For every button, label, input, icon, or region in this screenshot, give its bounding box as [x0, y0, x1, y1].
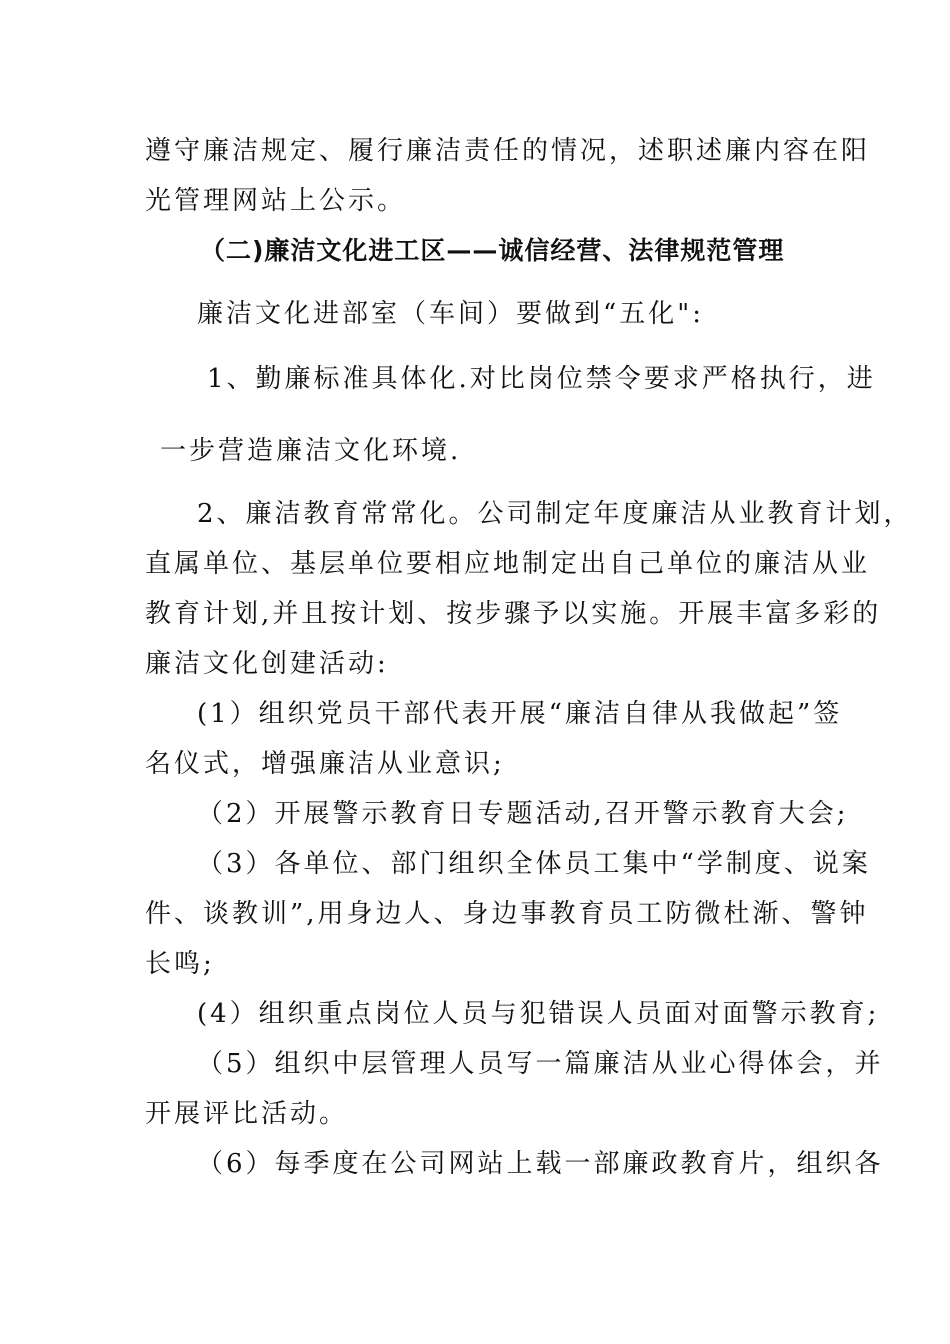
- text-line: 遵守廉洁规定、履行廉洁责任的情况，述职述廉内容在阳: [145, 136, 871, 166]
- sub-item-line: （5）组织中层管理人员写一篇廉洁从业心得体会，并: [197, 1049, 884, 1079]
- item2-line: 廉洁文化创建活动:: [145, 649, 389, 679]
- sub-item-line: 名仪式，增强廉洁从业意识;: [145, 749, 505, 779]
- sub-item-line: （3）各单位、部门组织全体员工集中“学制度、说案: [197, 849, 871, 879]
- sub-item-line: 长鸣;: [145, 949, 215, 979]
- item1-line: 1、勤廉标准具体化.对比岗位禁令要求严格执行，进: [207, 364, 876, 394]
- item2-line: 2、廉洁教育常常化。公司制定年度廉洁从业教育计划，: [197, 499, 913, 529]
- sub-item-line: (1）组织党员干部代表开展“廉洁自律从我做起”签: [197, 699, 843, 729]
- sub-item-line: 开展评比活动。: [145, 1099, 349, 1129]
- section-heading: （二)廉洁文化进工区——诚信经营、法律规范管理: [200, 236, 785, 265]
- sub-item-line: （2）开展警示教育日专题活动,召开警示教育大会;: [197, 799, 849, 829]
- item2-line: 直属单位、基层单位要相应地制定出自己单位的廉洁从业: [145, 549, 871, 579]
- item1-line: 一步营造廉洁文化环境.: [160, 436, 462, 466]
- item2-line: 教育计划,并且按计划、按步骤予以实施。开展丰富多彩的: [145, 599, 882, 629]
- intro-line: 廉洁文化进部室（车间）要做到“五化":: [197, 299, 705, 329]
- sub-item-line: 件、谈教训”,用身边人、身边事教育员工防微杜渐、警钟: [145, 899, 869, 929]
- text-line: 光管理网站上公示。: [145, 186, 407, 216]
- sub-item-line: (4）组织重点岗位人员与犯错误人员面对面警示教育;: [197, 999, 880, 1029]
- sub-item-line: （6）每季度在公司网站上载一部廉政教育片，组织各: [197, 1149, 884, 1179]
